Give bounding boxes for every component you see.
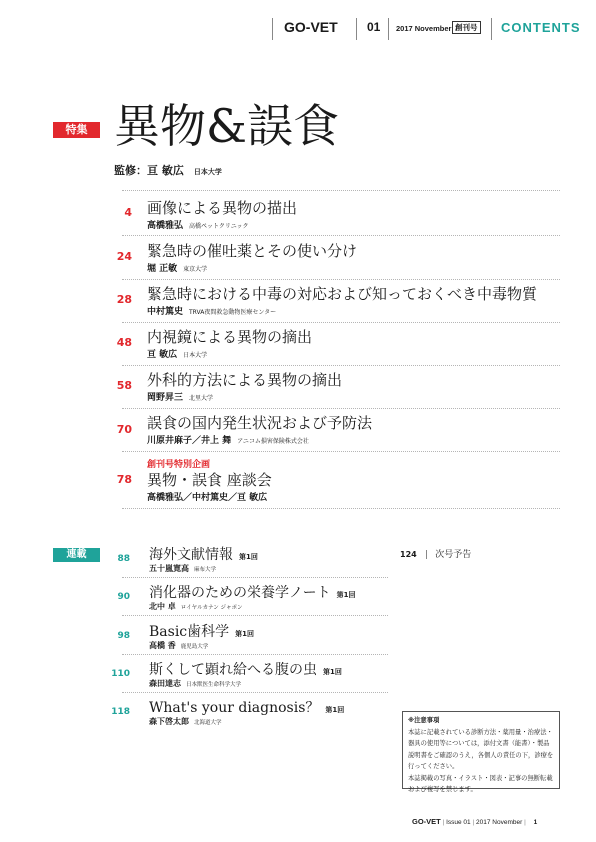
footer-magazine: GO-VET (412, 817, 441, 826)
notice-heading: ※注意事項 (408, 717, 440, 724)
next-issue-label: 次号予告 (435, 550, 472, 560)
next-issue[interactable] (400, 547, 471, 560)
contents-label: CONTENTS (501, 20, 581, 35)
article-author: 川原井麻子／井上 舞 アニコム損害保険株式会社 (147, 436, 309, 446)
article-title[interactable]: 緊急時における中毒の対応および知っておくべき中毒物質 (147, 285, 538, 303)
serial-title[interactable]: 斯くして顕れ給へる腹の虫 第1回 (149, 662, 342, 678)
inaugural-badge: 創刊号 (452, 21, 481, 34)
page-footer (412, 817, 537, 826)
notice-body: 本誌に記載されている診断方法・薬用量・治療法・器具の使用等については，添付文書（能書）・製品説明書をご確認のうえ，各個人の責任の下，診療を行ってください。 (408, 728, 554, 770)
divider (122, 615, 388, 616)
footer-date: 2017 November (476, 819, 523, 826)
header-divider (272, 18, 273, 40)
divider (122, 235, 560, 236)
serial-author: 高橋 香 鹿児島大学 (149, 641, 209, 650)
divider (122, 322, 560, 323)
header-divider (388, 18, 389, 40)
footer-divider: | (472, 819, 475, 826)
serial-title[interactable]: What's your diagnosis？ 第1回 (149, 700, 345, 716)
serial-author: 森田達志 日本獣医生命科学大学 (149, 679, 242, 688)
magazine-name: GO-VET (284, 19, 338, 35)
article-author: 堀 正敏 東京大学 (147, 264, 208, 274)
article-page: 78 (116, 473, 132, 486)
article-page: 70 (116, 423, 132, 436)
article-title[interactable]: 異物・誤食 座談会 (147, 471, 272, 489)
footer-divider: | (442, 819, 445, 826)
issue-date: 2017 November (396, 24, 452, 33)
serial-tag: 連載 (53, 548, 100, 562)
supervisor-label: 監修： (114, 164, 147, 177)
supervisor (114, 162, 222, 178)
article-page: 24 (116, 250, 132, 263)
article-author: 高橋雅弘 高橋ペットクリニック (147, 221, 249, 231)
article-page: 48 (116, 336, 132, 349)
article-author: 高橋雅弘／中村篤史／亘 敏広 (147, 493, 268, 503)
divider (122, 408, 560, 409)
divider (122, 692, 388, 693)
article-title[interactable]: 外科的方法による異物の摘出 (147, 371, 343, 389)
supervisor-name: 亘 敏広 (147, 164, 184, 177)
serial-page: 118 (111, 707, 130, 717)
issue-number: 01 (367, 20, 381, 34)
feature-tag: 特集 (53, 122, 100, 138)
serial-page: 88 (117, 554, 130, 564)
serial-page: 98 (117, 631, 130, 641)
feature-title: 異物&誤食 (114, 99, 339, 153)
article-title[interactable]: 画像による異物の描出 (147, 199, 298, 217)
serial-title[interactable]: 海外文献情報 第1回 (149, 547, 258, 563)
notice-copyright: 本誌掲載の写真・イラスト・図表・記事の無断転載および複写を禁じます。 (408, 774, 553, 793)
divider (122, 190, 560, 191)
divider (122, 508, 560, 509)
divider (122, 279, 560, 280)
header-divider (491, 18, 492, 40)
article-author: 亘 敏広 日本大学 (147, 350, 208, 360)
serial-author: 北中 卓 ロイヤルカナン ジャポン (149, 602, 243, 611)
article-title[interactable]: 誤食の国内発生状況および予防法 (147, 414, 373, 432)
article-page: 58 (116, 379, 132, 392)
article-author: 中村篤史 TRVA夜間救急動物医療センター (147, 307, 277, 317)
serial-page: 90 (117, 592, 130, 602)
serial-author: 五十嵐寛高 麻布大学 (149, 564, 217, 573)
next-issue-page: 124 (400, 550, 417, 559)
serial-page: 110 (111, 669, 130, 679)
footer-divider: | (524, 819, 526, 826)
divider (122, 451, 560, 452)
notice-box (402, 711, 560, 793)
serial-title[interactable]: Basic歯科学 第1回 (149, 624, 255, 640)
serial-author: 森下啓太郎 北海道大学 (149, 717, 222, 726)
divider (122, 577, 388, 578)
article-author: 岡野昇三 北里大学 (147, 393, 214, 403)
serial-title[interactable]: 消化器のための栄養学ノート 第1回 (149, 585, 356, 601)
article-title[interactable]: 緊急時の催吐薬とその使い分け (147, 242, 358, 260)
footer-page-number: 1 (533, 819, 538, 826)
header-divider (356, 18, 357, 40)
article-title[interactable]: 内視鏡による異物の摘出 (147, 328, 313, 346)
divider (122, 365, 560, 366)
supervisor-affiliation: 日本大学 (193, 168, 222, 176)
next-issue-divider (426, 550, 427, 559)
special-kicker: 創刊号特別企画 (147, 460, 211, 470)
article-page: 4 (124, 206, 132, 219)
divider (122, 654, 388, 655)
article-page: 28 (116, 293, 132, 306)
footer-issue: Issue 01 (446, 819, 471, 826)
